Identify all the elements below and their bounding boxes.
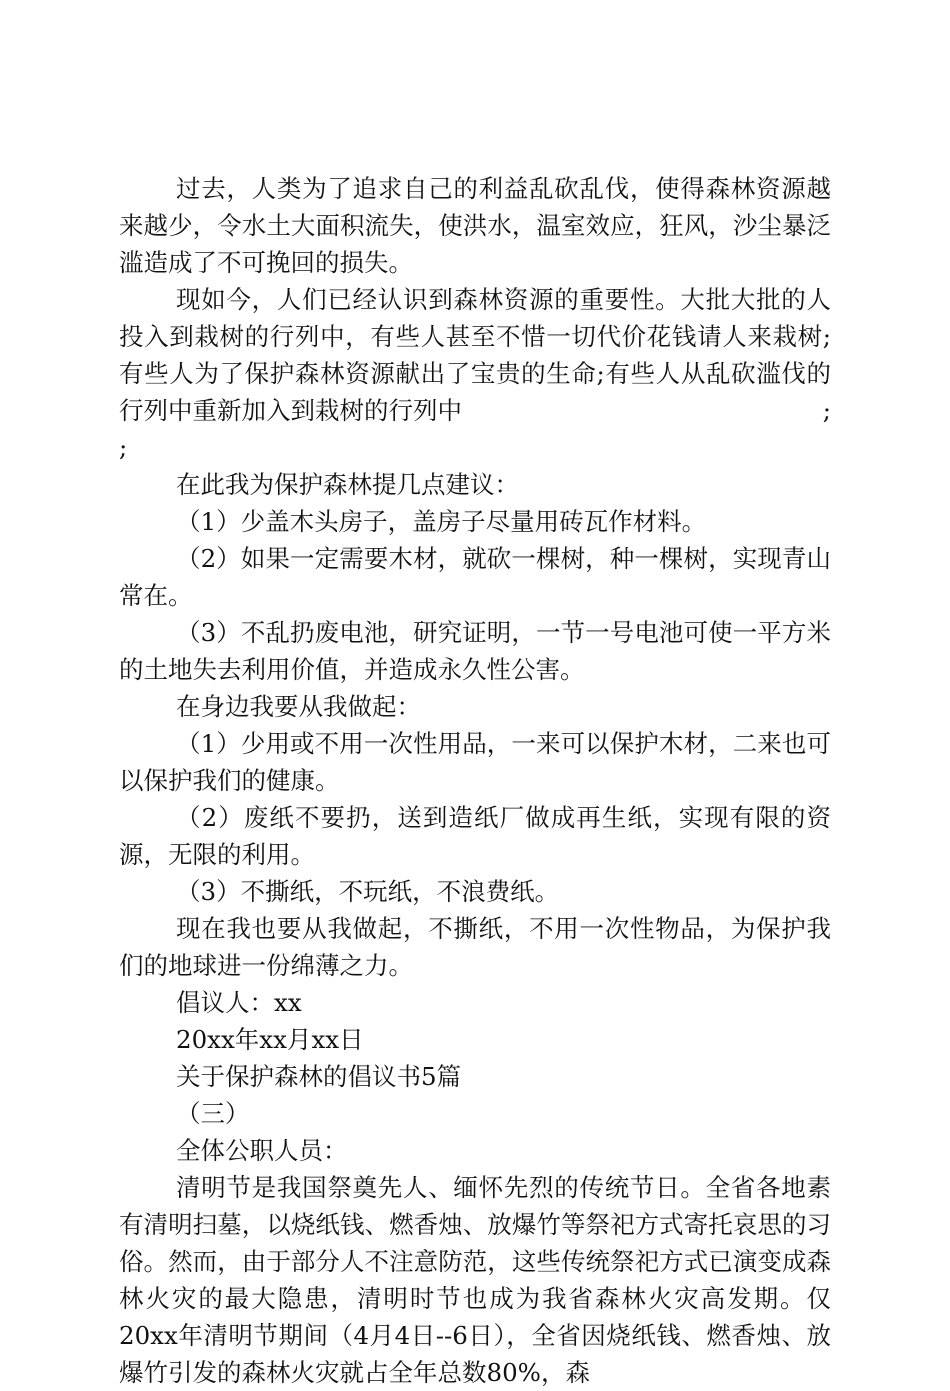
paragraph-semicolon: ; (119, 433, 128, 462)
suggestion-1: （1）少盖木头房子，盖房子尽量用砖瓦作材料。 (176, 507, 707, 536)
document-page (119, 170, 831, 1391)
signature-date: 20xx年xx月xx日 (176, 1025, 364, 1054)
signature-initiator: 倡议人：xx (176, 988, 302, 1017)
paragraph-past: 过去，人类为了追求自己的利益乱砍乱伐，使得森林资源越来越少，令水土大面积流失，使洪水，温室效应，狂风，沙尘暴泛滥造成了不可挽回的损失。 (119, 174, 831, 277)
paragraph-closing: 现在我也要从我做起，不撕纸，不用一次性物品，为保护我们的地球进一份绵薄之力。 (119, 914, 831, 980)
action-1: （1）少用或不用一次性用品，一来可以保护木材，二来也可以保护我们的健康。 (119, 729, 831, 795)
suggestion-3: （3）不乱扔废电池，研究证明，一节一号电池可使一平方米的土地失去利用价值，并造成永久性公害。 (119, 618, 831, 684)
paragraph-suggestions-intro: 在此我为保护森林提几点建议： (176, 470, 519, 499)
action-2: （2）废纸不要扔，送到造纸厂做成再生纸，实现有限的资源，无限的利用。 (119, 803, 831, 869)
section-number: （三） (176, 1099, 250, 1128)
action-3: （3）不撕纸，不玩纸，不浪费纸。 (176, 877, 560, 906)
suggestion-2: （2）如果一定需要木材，就砍一棵树，种一棵树，实现青山常在。 (119, 544, 831, 610)
section-title: 关于保护森林的倡议书5篇 (176, 1062, 462, 1091)
trailing-semicolon: ; (822, 396, 831, 425)
salutation: 全体公职人员： (176, 1136, 348, 1165)
paragraph-now-text: 现如今，人们已经认识到森林资源的重要性。大批大批的人投入到栽树的行列中，有些人甚至不惜一切代价花钱请人来栽树;有些人为了保护森林资源献出了宝贵的生命;有些人从乱砍滥伐的行列中重新加入到栽树的行列中 (119, 285, 831, 425)
paragraph-now (119, 281, 831, 429)
paragraph-qingming: 清明节是我国祭奠先人、缅怀先烈的传统节日。全省各地素有清明扫墓，以烧纸钱、燃香烛、放爆竹等祭祀方式寄托哀思的习俗。然而，由于部分人不注意防范，这些传统祭祀方式已演变成森林火灾的最大隐患，清明时节也成为我省森林火灾高发期。仅20xx年清明节期间（4月4日--6日），全省因烧纸钱、燃香烛、放爆竹引发的森林火灾就占全年总数80%，森 (119, 1173, 831, 1387)
paragraph-start-from-me: 在身边我要从我做起： (176, 692, 421, 721)
